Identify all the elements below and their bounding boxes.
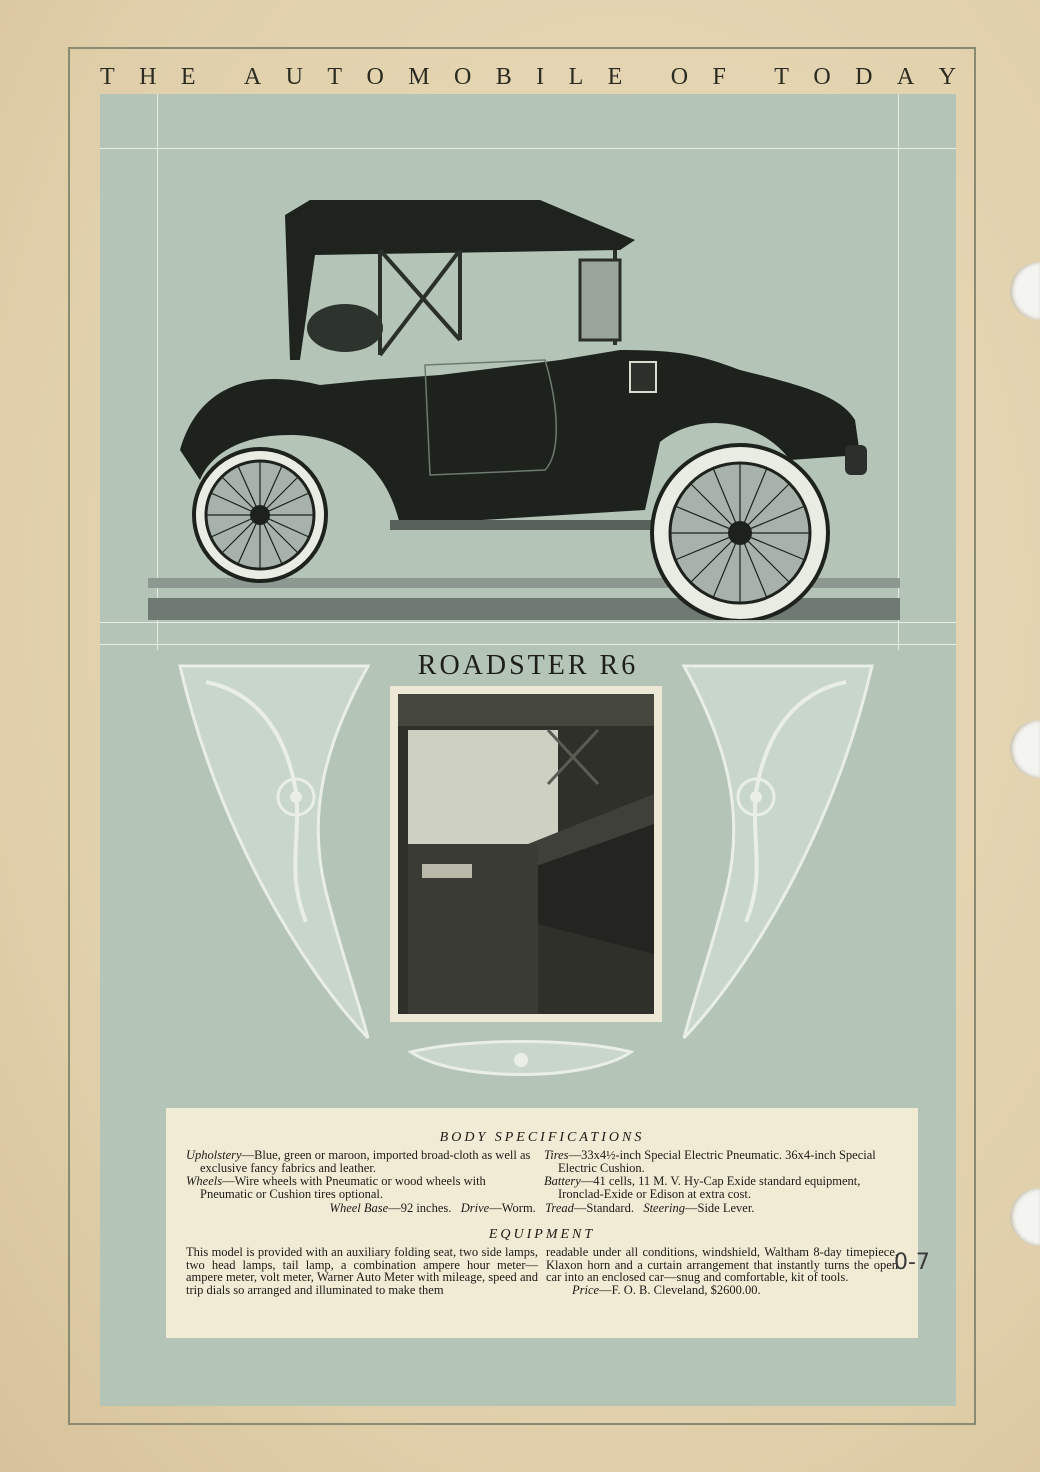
running-head-letter: M [408, 63, 430, 90]
price-line [546, 1283, 761, 1297]
running-head-letter: L [568, 63, 584, 90]
spec-text: —Wire wheels with Pneumatic or wood wheels with Pneumatic or Cushion tires optional. [200, 1174, 486, 1201]
price-text: —F. O. B. Cleveland, $2600.00. [599, 1282, 761, 1297]
ornament-bottom-icon [407, 1038, 635, 1082]
interior-illustration [398, 694, 654, 1014]
spec-summary-line [186, 1201, 898, 1215]
spec-text: —41 cells, 11 M. V. Hy-Cap Exide standard equipment, Ironclad-Exide or Edison at extra cost. [558, 1174, 861, 1201]
running-head-letter: O [366, 63, 384, 90]
spec-label: Wheels [186, 1174, 223, 1188]
handwritten-note: 0-7 [894, 1250, 930, 1275]
interior-photo [398, 694, 654, 1014]
running-head-letter: O [670, 63, 689, 90]
running-head-letter: D [855, 63, 873, 90]
running-head-letter: T [774, 63, 789, 90]
spec-label: Drive [460, 1201, 490, 1215]
front-wheel [652, 445, 828, 620]
running-head-letter: H [139, 63, 157, 90]
running-head-letter: T [100, 63, 115, 90]
running-head-letter: F [712, 63, 726, 90]
panel-rule [100, 644, 956, 645]
model-title: ROADSTER R6 [417, 650, 639, 681]
specifications-box [166, 1108, 918, 1338]
spec-label: Upholstery [186, 1148, 242, 1162]
panel-rule [100, 148, 956, 149]
ornament-left-icon [176, 662, 372, 1042]
side-lamp-icon [630, 362, 656, 392]
running-head-letter: I [536, 63, 545, 90]
headlamp-icon [845, 445, 867, 475]
spec-upholstery [186, 1149, 540, 1175]
rear-wheel [194, 449, 326, 581]
spec-label: Steering [643, 1201, 685, 1215]
spec-battery [544, 1175, 898, 1201]
spec-label: Tires [544, 1148, 569, 1162]
windshield [580, 260, 620, 340]
ornament-right-icon [680, 662, 876, 1042]
price-label: Price [572, 1282, 600, 1297]
spec-text: —Standard. [573, 1201, 634, 1215]
roadster-illustration [140, 180, 900, 620]
running-board [390, 520, 655, 530]
spec-label: Wheel Base [329, 1201, 389, 1215]
running-head-letter: Y [938, 63, 956, 90]
seat [307, 304, 383, 352]
running-head-letter: O [453, 63, 472, 90]
equipment-left: This model is provided with an auxiliary folding seat, two side lamps, two head lamps, tail lamp, a combination ampere hour meter—ampere meter, volt meter, Warner Auto Meter with mileage, speed and trip dials so arranged and illuminated to make them [186, 1245, 538, 1297]
running-head-letter: A [896, 63, 915, 90]
equipment-right-text: readable under all conditions, windshield, Waltham 8-day timepiece, Klaxon horn and a curtain arrangement that instantly turns the open car into an enclosed car—snug and comfortable, kit of tools. [546, 1245, 898, 1284]
equipment-columns [186, 1246, 898, 1296]
spec-wheels [186, 1175, 540, 1201]
interior-photo-frame [390, 686, 662, 1022]
running-head-letter: O [813, 63, 831, 90]
spec-label: Battery [544, 1174, 581, 1188]
spec-text: —Side Lever. [685, 1201, 755, 1215]
panel-rule [100, 622, 956, 623]
running-head [100, 62, 956, 92]
body-specs-right [544, 1149, 898, 1201]
equipment-right [546, 1246, 898, 1296]
body-specs-left [186, 1149, 540, 1201]
running-head-letter: U [285, 63, 303, 90]
running-head-letter: E [607, 63, 623, 90]
running-head-letter: A [243, 63, 262, 90]
spec-label: Tread [545, 1201, 574, 1215]
spec-text: —Worm. [489, 1201, 536, 1215]
running-head-letter: T [327, 63, 343, 90]
spec-text: —33x4½-inch Special Electric Pneumatic. 36x4-inch Special Electric Cushion. [558, 1148, 876, 1175]
spec-text: —Blue, green or maroon, imported broad-cloth as well as exclusive fancy fabrics and leather. [200, 1148, 531, 1175]
running-head-letter: B [495, 63, 512, 90]
running-head-letter: E [180, 63, 196, 90]
spec-text: —92 inches. [388, 1201, 452, 1215]
body-specs-heading: BODY SPECIFICATIONS [439, 1130, 645, 1145]
body-specs-columns [186, 1149, 898, 1201]
equipment-heading: EQUIPMENT [488, 1227, 596, 1242]
spec-tires [544, 1149, 898, 1175]
